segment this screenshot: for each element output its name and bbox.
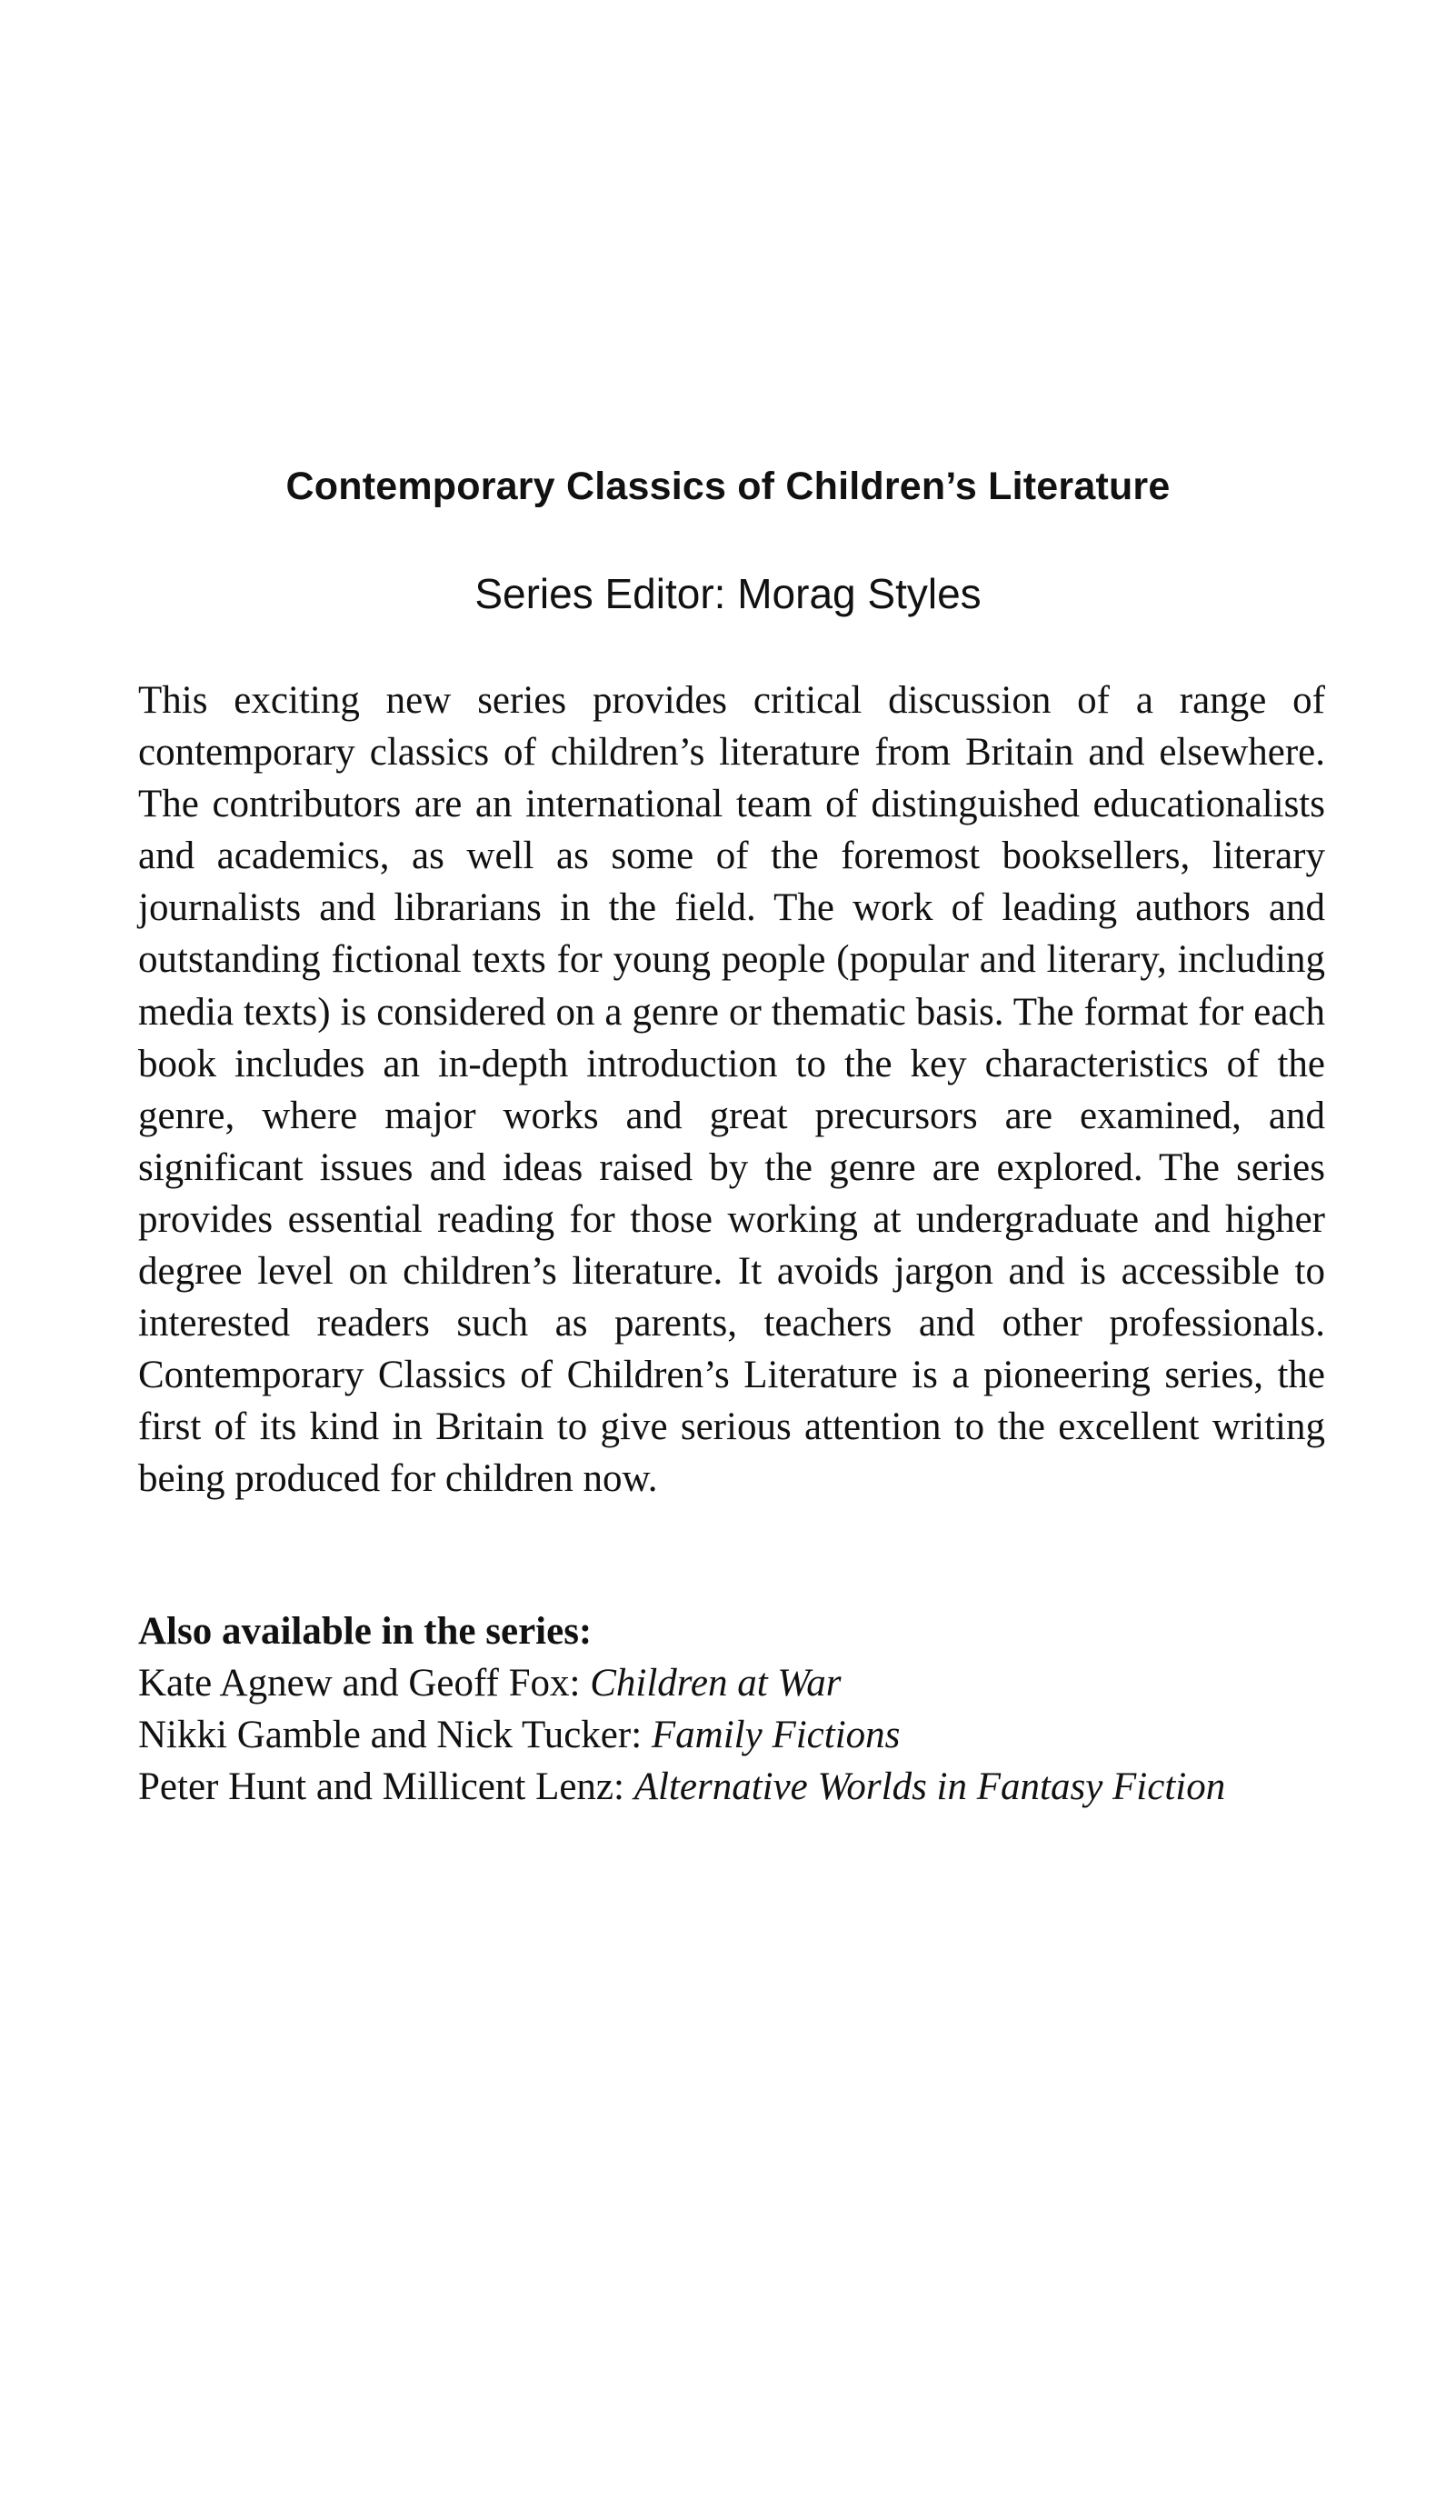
book-title: Children at War [590,1662,842,1705]
series-book-item [138,1709,1325,1761]
book-title: Family Fictions [651,1714,901,1756]
also-available-heading: Also available in the series: [138,1610,593,1653]
series-book-item [138,1657,1325,1709]
book-authors: Kate Agnew and Geoff Fox: [138,1662,591,1705]
also-available-section [138,1605,1325,1813]
book-authors: Peter Hunt and Millicent Lenz: [138,1765,634,1808]
series-title: Contemporary Classics of Children’s Literature [285,465,1171,508]
series-book-item [138,1761,1325,1813]
book-authors: Nikki Gamble and Nick Tucker: [138,1714,652,1756]
series-description: This exciting new series provides critical discussion of a range of contemporary classics of children’s literature from Britain and elsewhere. The contributors are an international team of distinguished educationalists and academics, as well as some of the foremost booksellers, literary journalists and librarians in the field. The work of leading authors and outstanding fictional texts for young people (popular and literary, including media texts) is considered on a genre or thematic basis. The format for each book includes an in-depth introduction to the key characteristics of the genre, where major works and great precursors are examined, and significant issues and ideas raised by the genre are explored. The series provides essential reading for those working at undergraduate and higher degree level on children’s literature. It avoids jargon and is accessible to interested readers such as parents, teachers and other professionals. Contemporary Classics of Children’s Literature is a pioneering series, the first of its kind in Britain to give serious attention to the excellent writing being produced for children now. [138,679,1325,1501]
book-title: Alternative Worlds in Fantasy Fiction [633,1765,1226,1808]
series-editor: Series Editor: Morag Styles [474,570,982,617]
